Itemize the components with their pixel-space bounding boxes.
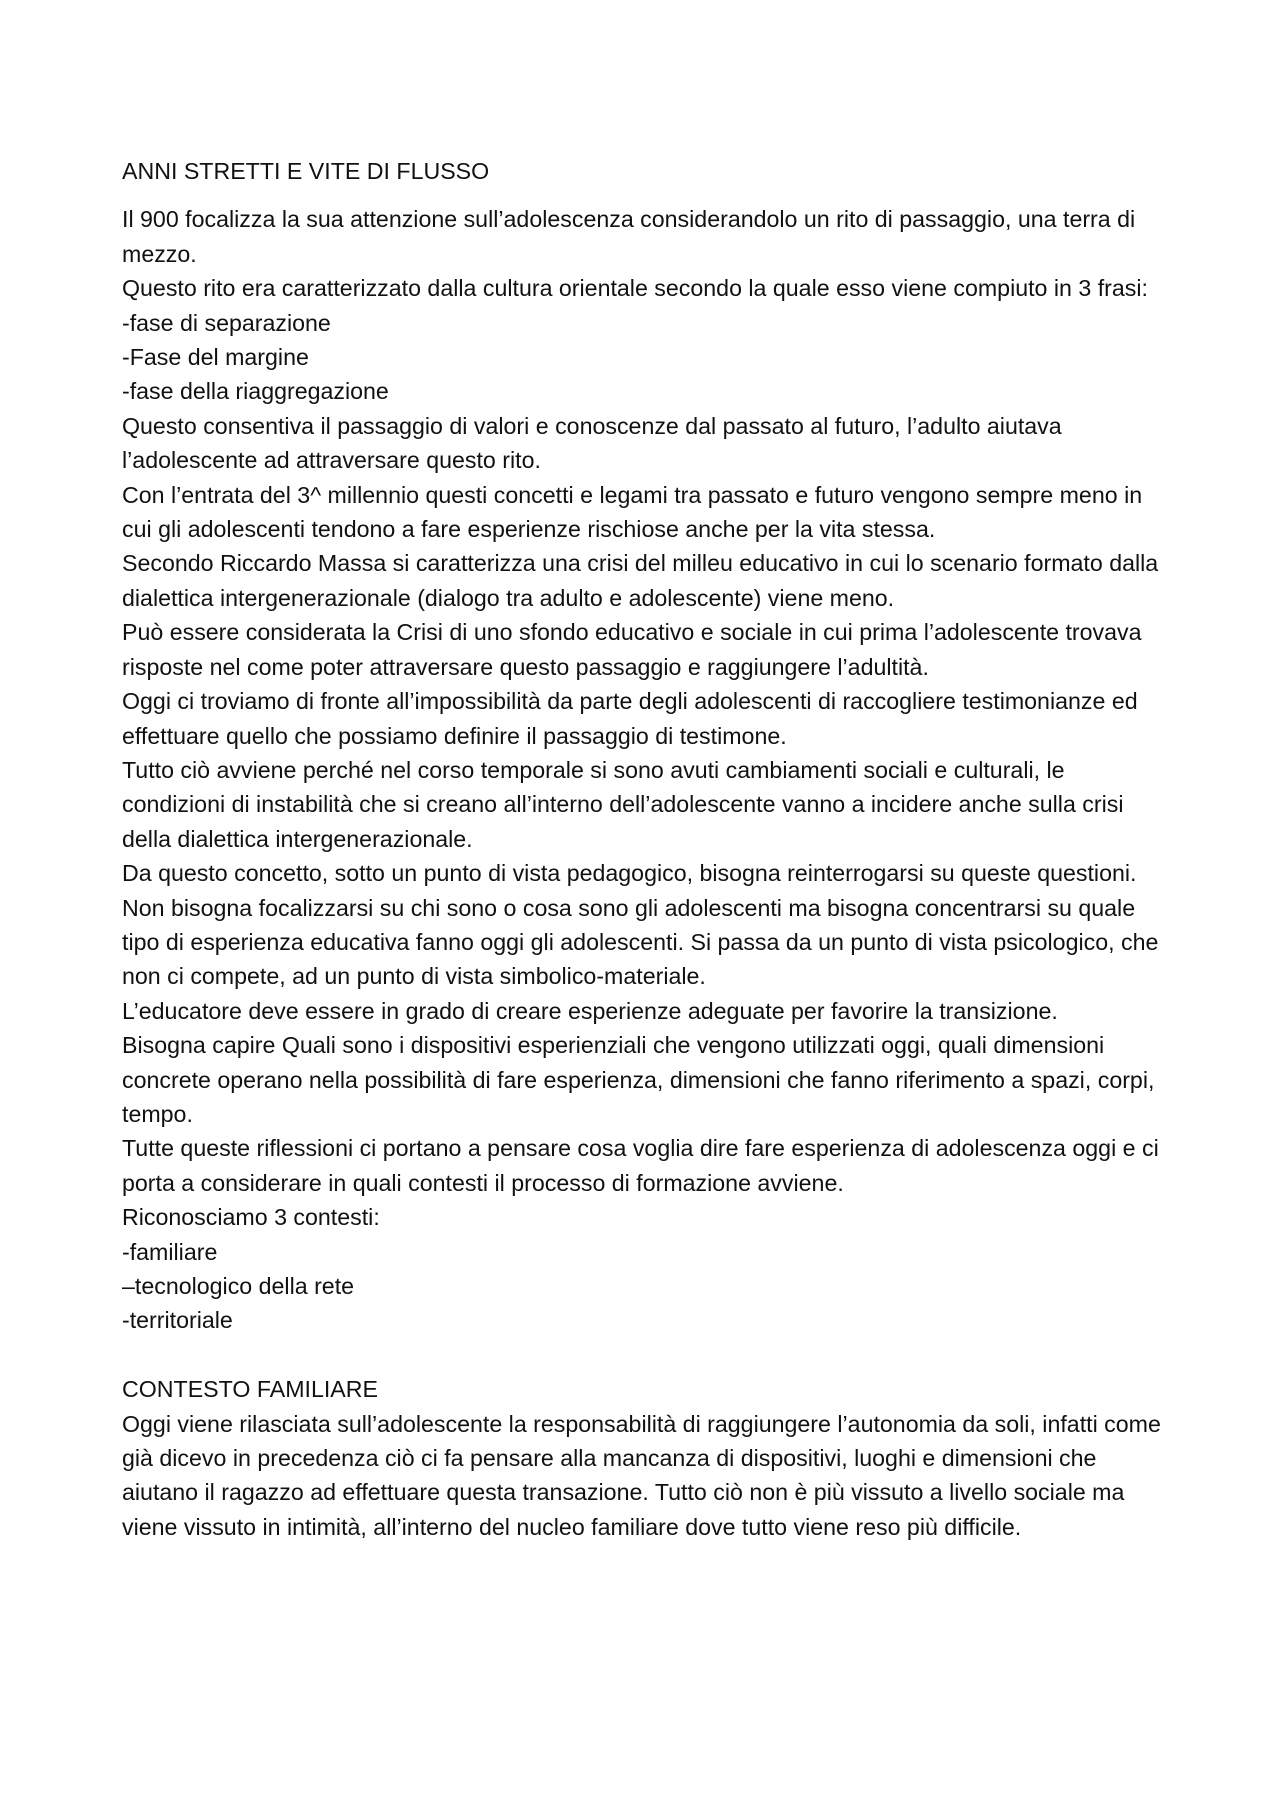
intro-paragraph: Il 900 focalizza la sua attenzione sull’adolescenza considerandolo un rito di passaggio, una terra di mezzo.	[122, 206, 1136, 267]
list-item: -territoriale	[122, 1307, 233, 1334]
body-paragraph: Bisogna capire Quali sono i dispositivi esperienziali che vengono utilizzati oggi, quali dimensioni concrete operano nella possibilità di fare esperienza, dimensioni che fanno riferimento a spazi, corpi, tempo.	[122, 1032, 1155, 1127]
list-item: –tecnologico della rete	[122, 1273, 355, 1299]
body-paragraph: Tutte queste riflessioni ci portano a pensare cosa voglia dire fare esperienza di adolescenza oggi e ci porta a considerare in quali contesti il processo di formazione avviene.	[122, 1135, 1159, 1196]
section-title: CONTESTO FAMILIARE	[122, 1376, 378, 1403]
body-paragraph: Può essere considerata la Crisi di uno sfondo educativo e sociale in cui prima l’adolescente trovava risposte nel come poter attraversare questo passaggio e raggiungere l’adultità.	[122, 619, 1142, 680]
body-paragraph: Questo consentiva il passaggio di valori e conoscenze dal passato al futuro, l’adulto aiutava l’adolescente ad attraversare questo rito.	[122, 412, 1062, 474]
contexts-list	[122, 1235, 1172, 1338]
body-paragraph: Da questo concetto, sotto un punto di vista pedagogico, bisogna reinterrogarsi su queste questioni. Non bisogna focalizzarsi su chi sono o cosa sono gli adolescenti ma bisogna concentrarsi su quale tipo di esperienza educativa fanno oggi gli adolescenti. Si passa da un punto di vista psicologico, che non ci compete, ad un punto di vista simbolico-materiale.	[122, 860, 1159, 990]
body-paragraph: Secondo Riccardo Massa si caratterizza una crisi del milleu educativo in cui lo scenario formato dalla dialettica intergenerazionale (dialogo tra adulto e adolescente) viene meno.	[122, 550, 1159, 611]
body-paragraph: Con l’entrata del 3^ millennio questi concetti e legami tra passato e futuro vengono sempre meno in cui gli adolescenti tendono a fare esperienze rischiose anche per la vita stessa.	[122, 481, 1143, 543]
body-paragraph: Tutto ciò avviene perché nel corso temporale si sono avuti cambiamenti sociali e culturali, le condizioni di instabilità che si creano all’interno dell’adolescente vanno a incidere anche sulla crisi della dialettica intergenerazionale.	[122, 756, 1124, 852]
contexts-intro-paragraph: Riconosciamo 3 contesti:	[122, 1204, 380, 1231]
document-page	[122, 154, 1172, 1544]
list-item: -fase della riaggregazione	[122, 378, 389, 405]
phases-list	[122, 306, 1172, 409]
rite-intro-paragraph: Questo rito era caratterizzato dalla cultura orientale secondo la quale esso viene compiuto in 3 frasi:	[122, 275, 1148, 302]
section-body-paragraph: Oggi viene rilasciata sull’adolescente la responsabilità di raggiungere l’autonomia da soli, infatti come già dicevo in precedenza ciò ci fa pensare alla mancanza di dispositivi, luoghi e dimensioni che aiutano il ragazzo ad effettuare questa transazione. Tutto ciò non è più vissuto a livello sociale ma viene vissuto in intimità, all’interno del nucleo familiare dove tutto viene reso più difficile.	[122, 1410, 1161, 1540]
document-title: ANNI STRETTI E VITE DI FLUSSO	[122, 158, 490, 184]
list-item: -Fase del margine	[122, 344, 309, 371]
list-item: -familiare	[122, 1238, 218, 1265]
body-paragraph: Oggi ci troviamo di fronte all’impossibilità da parte degli adolescenti di raccogliere testimonianze ed effettuare quello che possiamo definire il passaggio di testimone.	[122, 688, 1138, 749]
list-item: -fase di separazione	[122, 309, 331, 336]
body-paragraph: L’educatore deve essere in grado di creare esperienze adeguate per favorire la transizione.	[122, 997, 1058, 1024]
blank-line	[122, 1338, 1172, 1372]
